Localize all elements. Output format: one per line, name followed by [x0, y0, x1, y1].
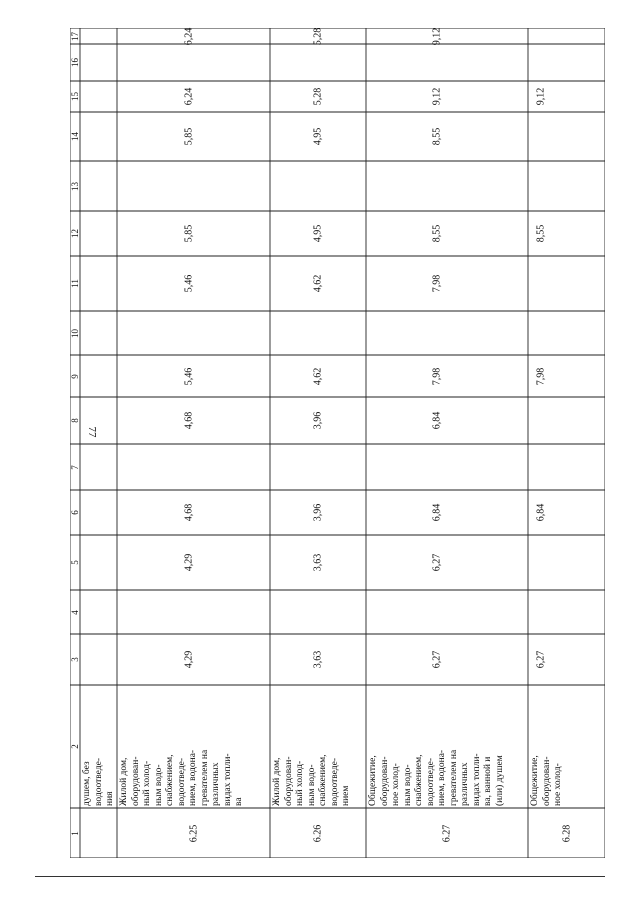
- tariff-value: 7,98: [535, 367, 547, 385]
- tariff-value: 8,55: [431, 127, 443, 146]
- column-number: 7: [69, 464, 80, 470]
- tariff-value: 4,29: [182, 650, 194, 669]
- row-id: 6.26: [312, 824, 324, 842]
- tariff-value: 5,28: [312, 27, 324, 45]
- rotated-tariff-table: [70, 28, 605, 858]
- description-line: ным водо-: [153, 764, 164, 806]
- column-number: 5: [69, 560, 80, 565]
- page-number: 77: [86, 426, 98, 438]
- description-line: гревателем на: [448, 749, 459, 806]
- partial-row-description: [82, 758, 117, 806]
- tariff-value: 6,27: [431, 553, 443, 572]
- column-number: 14: [69, 132, 80, 141]
- row-description: [119, 750, 246, 806]
- description-line: оборудован-: [130, 756, 141, 806]
- description-line: водоотведе-: [329, 758, 340, 806]
- column-number: 12: [69, 229, 80, 238]
- tariff-value: 3,63: [312, 553, 324, 572]
- description-line: ным водо-: [306, 764, 317, 806]
- description-line: снабжением,: [165, 754, 175, 806]
- column-number: 3: [69, 657, 80, 662]
- description-line: ным водо-: [402, 764, 413, 806]
- column-number: 11: [69, 279, 80, 288]
- description-line: ное холод-: [553, 763, 563, 806]
- description-line: (или) душем: [494, 755, 505, 806]
- description-line: ва: [234, 797, 244, 806]
- description-line: ный холод-: [295, 760, 305, 806]
- column-number: 6: [69, 510, 80, 515]
- description-line: различных: [211, 762, 221, 806]
- tariff-value: 4,62: [312, 367, 324, 385]
- tariff-value: 8,55: [535, 224, 547, 243]
- tariff-value: 9,12: [535, 87, 547, 106]
- description-line: Общежитие,: [368, 755, 378, 806]
- description-line: водоотведе-: [93, 758, 104, 806]
- description-line: водоотведе-: [176, 758, 187, 806]
- column-number: 8: [69, 418, 80, 423]
- description-line: гревателем на: [199, 749, 210, 806]
- column-number: 13: [69, 181, 80, 191]
- description-line: снабжением,: [414, 754, 424, 806]
- tariff-value: 9,12: [431, 87, 443, 106]
- description-line: ния: [105, 791, 115, 806]
- tariff-value: 4,95: [312, 127, 324, 146]
- column-number: 9: [69, 373, 80, 379]
- tariff-value: 3,63: [312, 650, 324, 669]
- row-id: 6.25: [187, 824, 199, 842]
- description-line: Общежитие,: [530, 755, 540, 806]
- description-line: видах топли-: [222, 753, 233, 806]
- description-line: Жилой дом,: [119, 757, 129, 806]
- row-description: [530, 755, 565, 806]
- description-line: нием, водона-: [437, 749, 447, 806]
- column-number: 17: [69, 31, 80, 41]
- tariff-value: 5,85: [182, 127, 194, 146]
- column-number: 16: [69, 58, 80, 67]
- tariff-value: 6,84: [431, 411, 443, 430]
- column-number: 10: [69, 328, 80, 338]
- tariff-value: 4,62: [312, 274, 324, 293]
- row-id: 6.28: [560, 824, 572, 842]
- tariff-value: 6,27: [431, 650, 443, 669]
- tariff-value: 6,27: [535, 650, 547, 669]
- row-description: [368, 750, 506, 806]
- tariff-value: 5,85: [182, 224, 194, 243]
- description-line: ный холод-: [142, 760, 152, 806]
- tariff-value: 5,46: [182, 367, 194, 385]
- description-line: оборудован-: [379, 756, 390, 806]
- page-bottom-rule: [35, 876, 605, 877]
- description-line: водоотведе-: [425, 758, 436, 806]
- description-line: видах топли-: [471, 753, 482, 806]
- tariff-value: 5,28: [312, 87, 324, 106]
- tariff-value: 5,46: [182, 274, 194, 293]
- column-number: 1: [69, 830, 80, 836]
- description-line: душем, без: [82, 761, 92, 806]
- tariff-value: 4,68: [182, 503, 194, 522]
- tariff-value: 3,96: [312, 503, 324, 522]
- tariff-value: 3,96: [312, 411, 324, 430]
- description-line: Жилой дом,: [272, 757, 282, 806]
- description-line: снабжением,: [318, 754, 328, 806]
- description-line: нием, водона-: [188, 749, 198, 806]
- tariff-value: 4,68: [182, 411, 194, 430]
- column-number: 15: [69, 92, 80, 101]
- tariff-value: 6,24: [182, 87, 194, 106]
- tariff-value: 7,98: [431, 274, 443, 293]
- tariff-value: 6,84: [535, 503, 547, 522]
- tariff-value: 8,55: [431, 224, 443, 243]
- tariff-value: 7,98: [431, 367, 443, 385]
- tariff-value: 4,95: [312, 224, 324, 243]
- description-line: ва, ванной и: [483, 756, 493, 806]
- description-line: различных: [460, 762, 470, 806]
- row-id: 6.27: [441, 824, 453, 842]
- tariff-value: 9,12: [431, 27, 443, 45]
- row-description: [272, 754, 353, 806]
- column-number: 4: [69, 609, 80, 615]
- column-number: 2: [69, 744, 80, 749]
- description-line: нием: [341, 785, 351, 806]
- description-line: оборудован-: [283, 756, 294, 806]
- table-grid: [70, 28, 605, 858]
- tariff-value: 6,84: [431, 503, 443, 522]
- tariff-value: 4,29: [182, 553, 194, 572]
- description-line: ное холод-: [391, 763, 401, 806]
- description-line: оборудован-: [541, 756, 552, 806]
- tariff-value: 6,24: [182, 27, 194, 45]
